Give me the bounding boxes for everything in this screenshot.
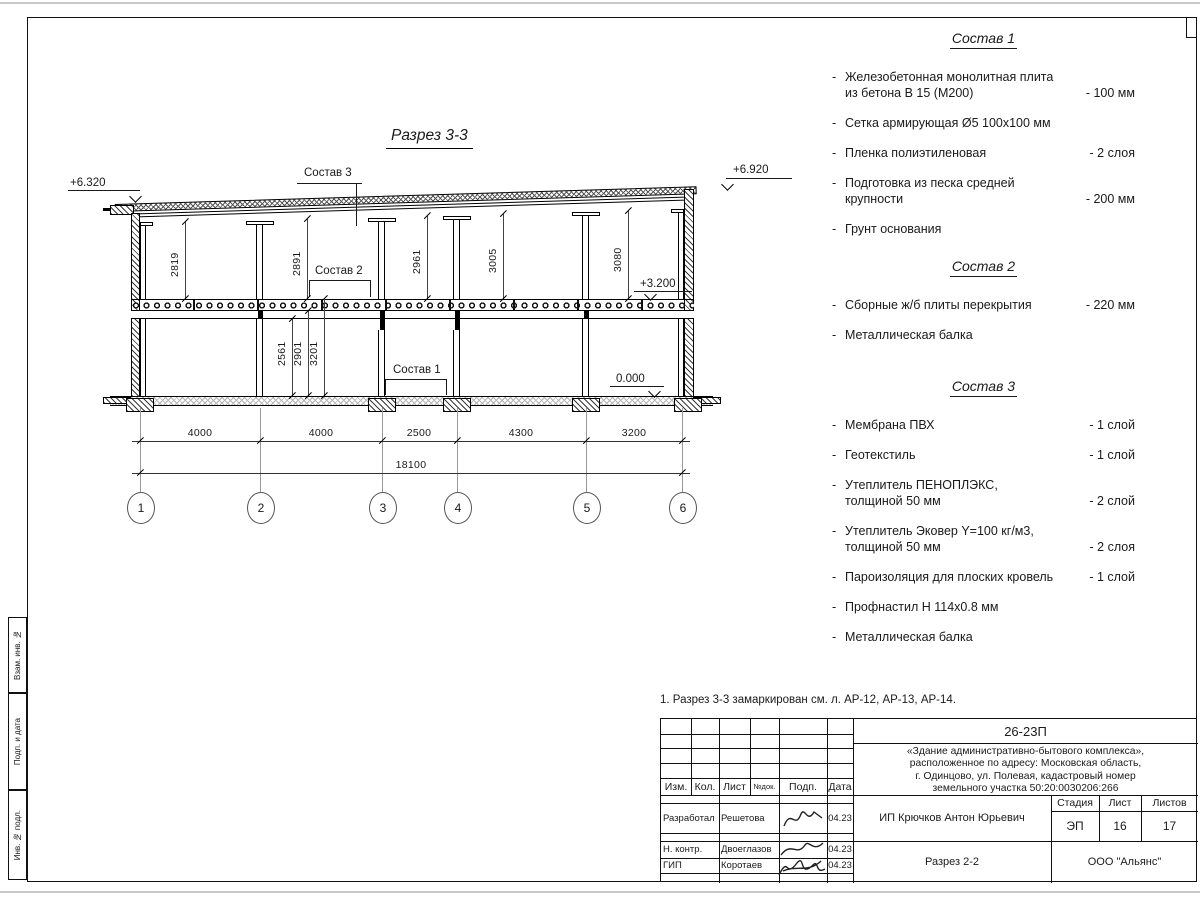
axis-bubble: 3 — [369, 492, 397, 524]
dimension-tick — [289, 392, 296, 399]
side-stamp-label: Инв. № подл. — [13, 809, 22, 861]
dimension-value: 2561 — [276, 341, 288, 367]
side-stamp-cell — [8, 693, 27, 790]
dimension-value: 3200 — [621, 427, 647, 439]
tb-col-izm: Изм. — [664, 780, 688, 793]
composition-item: - Пленка полиэтиленовая - 2 слоя — [832, 146, 1135, 160]
dimension-tick — [321, 392, 328, 399]
tb-doc-number: 26-23П — [1004, 723, 1047, 739]
leader-label-sostav3: Состав 3 — [304, 167, 352, 179]
composition-title: Состав 1 — [832, 30, 1135, 49]
tb-stage-label: Стадия — [1057, 797, 1093, 809]
axis-bubble: 2 — [247, 492, 275, 524]
composition-item: - Подготовка из песка средней крупности - 200 мм — [832, 176, 1135, 206]
dimension-value: 2901 — [292, 341, 304, 367]
dimension-value: 2500 — [406, 427, 432, 439]
axis-extension-line — [140, 408, 141, 492]
dimension-value: 2961 — [411, 249, 423, 275]
composition-block-3 — [832, 378, 1135, 659]
dimension-tick — [500, 295, 507, 302]
axis-extension-line — [457, 408, 458, 492]
composition-item: - Профнастил Н 114х0.8 мм — [832, 600, 999, 614]
composition-item: - Мембрана ПВХ - 1 слой — [832, 418, 1135, 432]
composition-title: Состав 2 — [832, 258, 1135, 277]
dimension-value: 4000 — [187, 427, 213, 439]
dimension-line — [307, 219, 308, 299]
tb-role: Н. контр. — [663, 844, 703, 855]
composition-item: - Геотекстиль - 1 слой — [832, 448, 1135, 462]
composition-item: - Металлическая балка — [832, 630, 973, 644]
dimension-tick — [182, 295, 189, 302]
dimension-line — [185, 222, 186, 299]
dimension-value: 4300 — [508, 427, 534, 439]
dimension-value: 18100 — [395, 459, 427, 471]
tb-sheet-title: Разрез 2-2 — [924, 856, 979, 868]
composition-item: - Сборные ж/б плиты перекрытия - 220 мм — [832, 298, 1135, 312]
tb-col-podp: Подп. — [789, 780, 817, 793]
composition-item: - Утеплитель ПЕНОПЛЭКС, толщиной 50 мм - 2 слой — [832, 478, 1135, 508]
axis-bubble: 4 — [444, 492, 472, 524]
leader-label-sostav1: Состав 1 — [393, 364, 441, 376]
signature — [775, 851, 827, 881]
dimension-value: 3080 — [612, 247, 624, 272]
tb-org: ООО "Альянс" — [1087, 856, 1162, 868]
signature — [781, 804, 825, 832]
elevation-mark-right: +6.920 — [733, 164, 769, 176]
composition-block-1 — [832, 30, 1135, 251]
elevation-mark-zero: 0.000 — [616, 373, 645, 385]
dimension-line — [324, 299, 325, 396]
dimension-value: 4000 — [308, 427, 334, 439]
axis-bubble: 1 — [127, 492, 155, 524]
dimension-line — [427, 216, 428, 299]
side-stamp-label: Взам. инв. № — [13, 630, 22, 680]
leader-label-sostav2: Состав 2 — [315, 265, 363, 277]
axis-extension-line — [586, 408, 587, 492]
dimension-tick — [304, 295, 311, 302]
tb-col-list: Лист — [723, 780, 746, 793]
tb-date: 04.23 — [828, 812, 852, 824]
axis-bubble: 5 — [573, 492, 601, 524]
tb-date: 04.23 — [828, 844, 852, 855]
tb-name: Коротаев — [721, 860, 763, 871]
tb-col-doc: №док. — [753, 782, 776, 791]
tb-client: ИП Крючков Антон Юрьевич — [879, 812, 1025, 824]
composition-item: - Металлическая балка — [832, 328, 973, 342]
tb-stage-value: ЭП — [1066, 819, 1084, 833]
axis-extension-line — [260, 408, 261, 492]
drawing-note: 1. Разрез 3-3 замаркирован см. л. АР-12, АР-13, АР-14. — [660, 694, 956, 706]
tb-project: «Здание административно-бытового комплекса», расположенное по адресу: Московская область, г. Одинцово, ул. Полевая, кадастровый номер земельного участка 50:20:0030206:266 — [906, 746, 1145, 794]
tb-date: 04.23 — [828, 860, 852, 871]
dimension-value: 3201 — [308, 341, 320, 367]
composition-item: - Грунт основания — [832, 222, 942, 236]
dimensions-layer — [0, 0, 760, 560]
dimension-value: 2891 — [291, 251, 303, 276]
sheet-bottom-edge — [0, 891, 1200, 893]
dimension-tick — [625, 295, 632, 302]
title-block — [660, 718, 1197, 882]
section-title: Разрез 3-3 — [386, 127, 473, 149]
side-stamp-label: Подп. и дата — [13, 717, 22, 766]
tb-role: ГИП — [663, 860, 682, 871]
frame-corner-box — [1186, 17, 1197, 38]
dimension-line — [628, 211, 629, 299]
dimension-tick — [424, 295, 431, 302]
tb-sheets-value: 17 — [1162, 819, 1177, 833]
dimension-value: 2819 — [169, 252, 181, 278]
tb-col-data: Дата — [828, 780, 852, 793]
dimension-line — [132, 441, 690, 442]
dimension-line — [132, 473, 690, 474]
tb-name: Решетова — [721, 812, 765, 824]
dimension-value: 3005 — [487, 248, 499, 274]
side-stamp-cell — [8, 790, 27, 880]
elevation-mark-floor2: +3.200 — [640, 278, 676, 290]
tb-sheets-label: Листов — [1152, 797, 1187, 809]
axis-extension-line — [682, 408, 683, 492]
composition-block-2 — [832, 258, 1135, 357]
axis-extension-line — [382, 408, 383, 492]
tb-name: Двоеглазов — [721, 844, 772, 855]
composition-item: - Железобетонная монолитная плита из бетона В 15 (М200) - 100 мм — [832, 70, 1135, 100]
composition-item: - Пароизоляция для плоских кровель - 1 слой — [832, 570, 1135, 584]
elevation-mark-left: +6.320 — [70, 177, 106, 189]
dimension-line — [503, 214, 504, 299]
tb-sheet-label: Лист — [1108, 797, 1132, 809]
side-stamp-cell — [8, 617, 27, 693]
composition-title: Состав 3 — [832, 378, 1135, 397]
section-view — [0, 0, 769, 560]
dimension-tick — [305, 392, 312, 399]
composition-item: - Сетка армирующая Ø5 100х100 мм — [832, 116, 1051, 130]
tb-col-kol: Кол. — [694, 780, 716, 793]
tb-role: Разработал — [663, 812, 715, 824]
axis-bubble: 6 — [669, 492, 697, 524]
composition-item: - Утеплитель Эковер Y=100 кг/м3, толщиной 50 мм - 2 слоя — [832, 524, 1135, 554]
tb-sheet-value: 16 — [1113, 819, 1127, 833]
